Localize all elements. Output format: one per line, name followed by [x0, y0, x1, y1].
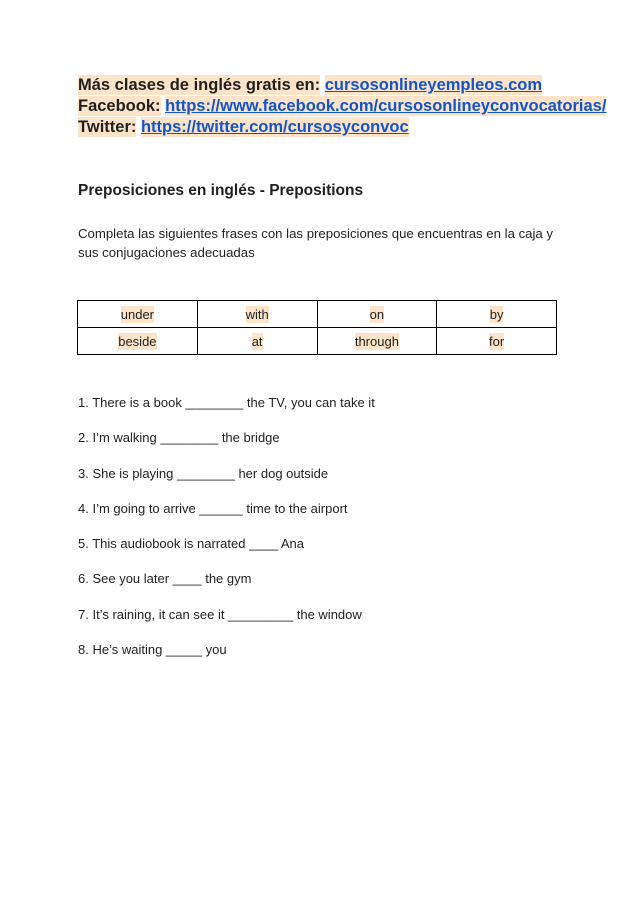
table-cell	[78, 328, 198, 355]
table-cell	[78, 301, 198, 328]
page-title: Preposiciones en inglés - Prepositions	[78, 182, 364, 199]
exercise-item: 8. He’s waiting _____ you	[78, 642, 227, 658]
table-cell	[437, 301, 557, 328]
exercise-item: 6. See you later ____ the gym	[78, 571, 252, 587]
facebook-link[interactable]: https://www.facebook.com/cursosonlineyconvocatorias/	[165, 97, 607, 115]
table-cell	[437, 328, 557, 355]
exercise-item: 3. She is playing ________ her dog outside	[78, 465, 329, 481]
exercise-list	[78, 394, 578, 676]
header-promo	[78, 75, 607, 138]
twitter-link[interactable]: https://twitter.com/cursosyconvoc	[140, 118, 409, 136]
preposition-word: for	[489, 333, 505, 349]
table-cell	[197, 301, 317, 328]
exercise-item: 1. There is a book ________ the TV, you can take it	[78, 395, 375, 410]
table-cell	[317, 301, 437, 328]
preposition-word: on	[369, 306, 385, 322]
instructions-text: Completa las siguientes frases con las preposiciones que encuentras en la caja y sus conjugaciones adecuadas	[78, 226, 554, 260]
table-cell	[317, 328, 437, 355]
exercise-item: 2. I’m walking ________ the bridge	[78, 430, 280, 446]
table-row	[78, 328, 557, 355]
preposition-word: under	[120, 306, 154, 322]
classes-line	[78, 75, 578, 96]
preposition-word: beside	[118, 333, 157, 349]
twitter-line	[78, 117, 578, 138]
exercise-item: 7. It’s raining, it can see it _________ the window	[78, 606, 362, 622]
table-row	[78, 301, 557, 328]
preposition-word: by	[489, 306, 504, 322]
table-cell	[197, 328, 317, 355]
preposition-word: with	[245, 306, 269, 322]
preposition-word: through	[354, 333, 399, 349]
exercise-item: 4. I’m going to arrive ______ time to the airport	[78, 500, 348, 516]
preposition-word: at	[251, 333, 263, 349]
classes-link[interactable]: cursosonlineyempleos.com	[324, 76, 543, 94]
twitter-label: Twitter:	[78, 118, 137, 136]
classes-label: Más clases de inglés gratis en:	[78, 76, 321, 94]
prepositions-table	[77, 300, 557, 355]
exercise-item: 5. This audiobook is narrated ____ Ana	[78, 536, 304, 552]
facebook-line	[78, 96, 607, 117]
facebook-label: Facebook:	[78, 97, 161, 115]
